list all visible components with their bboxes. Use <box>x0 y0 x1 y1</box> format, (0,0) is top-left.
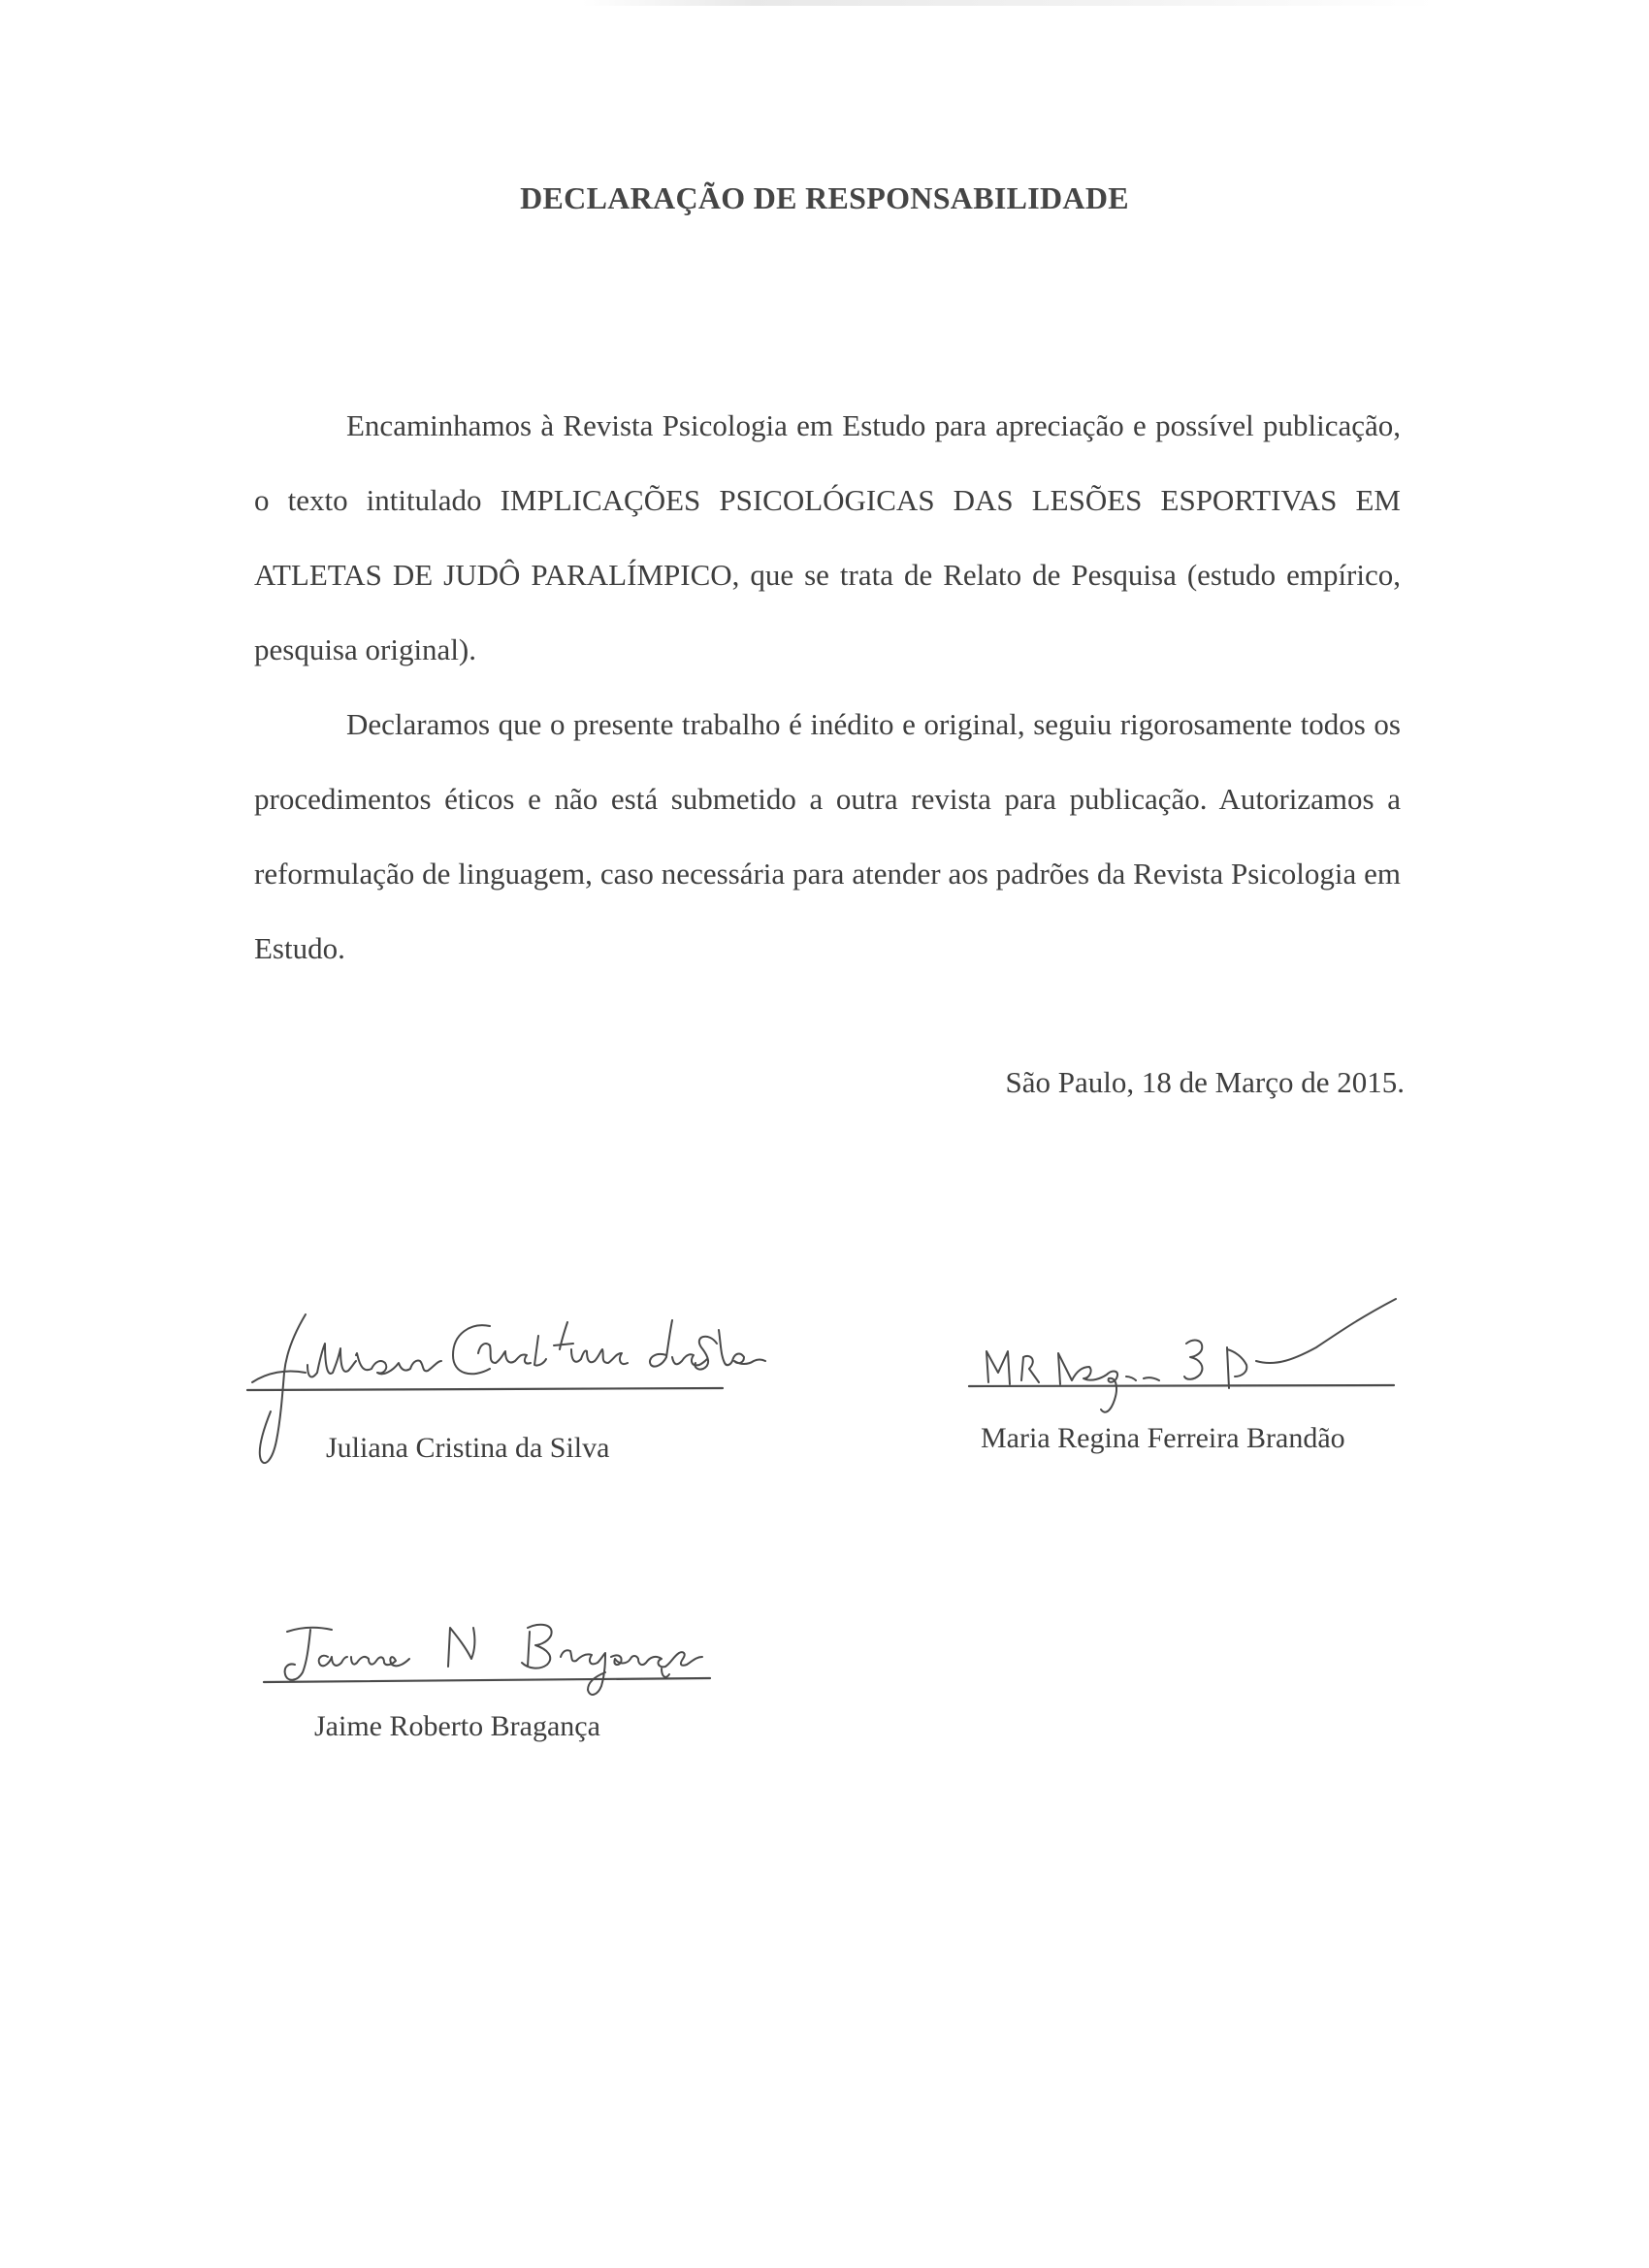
signatory-name-juliana: Juliana Cristina da Silva <box>326 1432 610 1464</box>
place-date: São Paulo, 18 de Março de 2015. <box>1005 1065 1405 1099</box>
scan-edge-shadow <box>582 0 1436 6</box>
signature-jaime <box>260 1603 726 1719</box>
signatory-name-maria-regina: Maria Regina Ferreira Brandão <box>981 1422 1345 1454</box>
paragraph-text: Declaramos que o presente trabalho é inédito e original, seguiu rigorosamente todos os procedimentos éticos e não está submetido a outra revista para publicação. Autorizamos a reformulação de linguagem, caso necessária para atender aos padrões da Revista Psicologia em Estudo. <box>254 707 1401 965</box>
paragraph-submission <box>254 388 1401 687</box>
document-title: DECLARAÇÃO DE RESPONSABILIDADE <box>520 180 1129 215</box>
signatory-name-jaime: Jaime Roberto Bragança <box>314 1710 600 1742</box>
paragraph-text: Encaminhamos à Revista Psicologia em Estudo para apreciação e possível publicação, o texto intitulado IMPLICAÇÕES PSICOLÓGICAS DAS LESÕES ESPORTIVAS EM ATLETAS DE JUDÔ PARALÍMPICO, que se trata de Relato de Pesquisa (estudo empírico, pesquisa original). <box>254 408 1401 666</box>
signature-maria-regina <box>965 1295 1411 1431</box>
paragraph-declaration <box>254 687 1401 986</box>
